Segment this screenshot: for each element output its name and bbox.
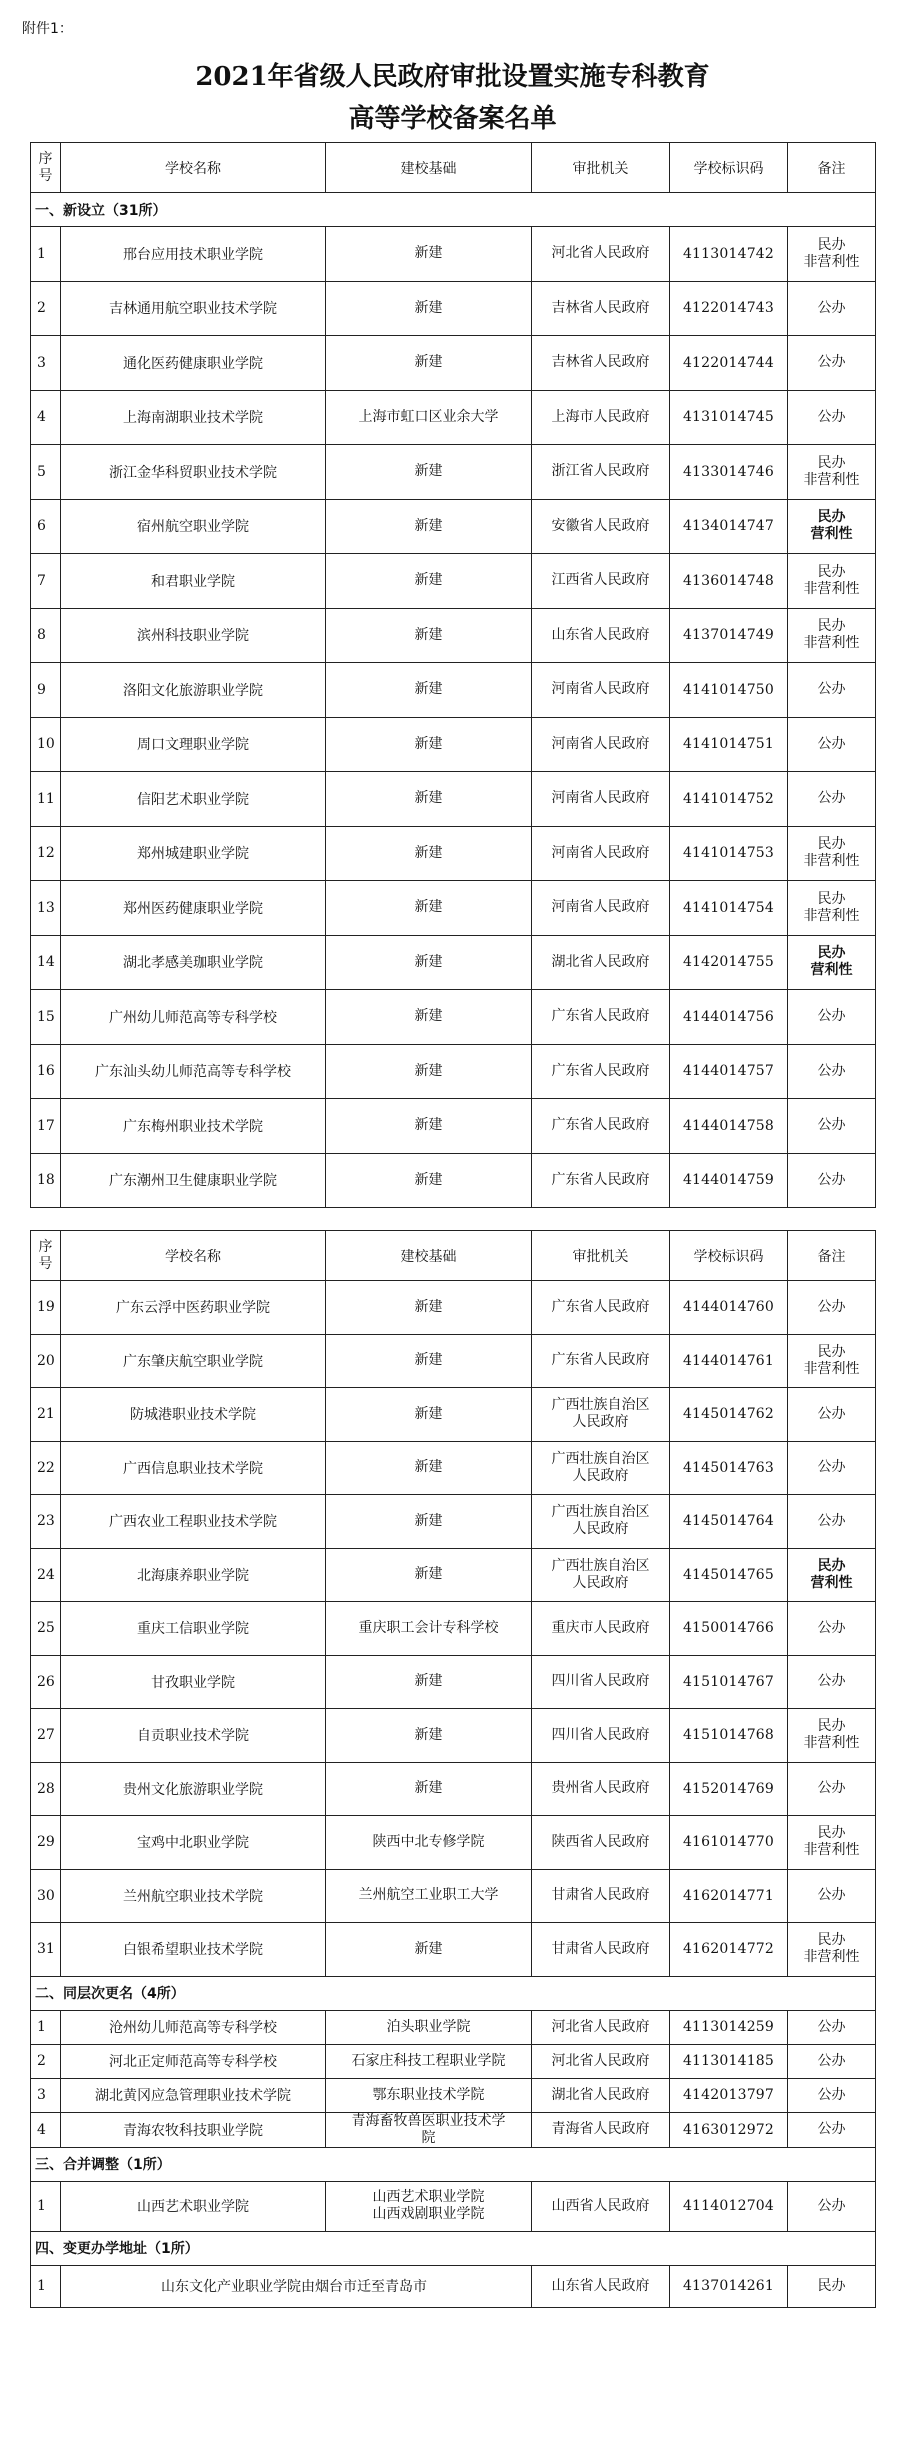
school-base: 上海市虹口区业余大学 [326,390,532,445]
school-base: 重庆职工会计专科学校 [326,1602,532,1656]
table-row [31,336,876,391]
approving-authority: 河北省人民政府 [532,227,670,282]
school-note: 公办 [788,2078,876,2112]
row-number: 28 [31,1762,61,1816]
approving-authority: 陕西省人民政府 [532,1816,670,1870]
row-number: 12 [31,826,61,881]
row-number: 2 [31,281,61,336]
school-base: 新建 [326,445,532,500]
row-number: 3 [31,336,61,391]
school-base: 新建 [326,1441,532,1495]
row-number: 9 [31,663,61,718]
approving-authority: 四川省人民政府 [532,1655,670,1709]
school-name: 重庆工信职业学院 [61,1602,326,1656]
school-name: 邢台应用技术职业学院 [61,227,326,282]
row-number: 1 [31,227,61,282]
table-row [31,2044,876,2078]
school-code: 4163012972 [670,2112,788,2147]
school-name: 自贡职业技术学院 [61,1709,326,1763]
school-code: 4137014749 [670,608,788,663]
table-row [31,2265,876,2307]
school-name: 广西信息职业技术学院 [61,1441,326,1495]
table-row [31,445,876,500]
row-number: 29 [31,1816,61,1870]
table-row [31,1099,876,1154]
school-name: 广东潮州卫生健康职业学院 [61,1153,326,1208]
school-name: 上海南湖职业技术学院 [61,390,326,445]
school-name: 广州幼儿师范高等专科学校 [61,990,326,1045]
table-header-row [31,1231,876,1281]
table-row [31,227,876,282]
table-row [31,554,876,609]
schools-table-part-1 [30,142,876,1208]
table-row [31,2078,876,2112]
row-number: 6 [31,499,61,554]
school-code: 4122014744 [670,336,788,391]
school-code: 4137014261 [670,2265,788,2307]
header-no: 序号 [31,1231,61,1281]
school-note: 公办 [788,1044,876,1099]
table-row [31,1441,876,1495]
school-base: 陕西中北专修学院 [326,1816,532,1870]
school-name: 广东汕头幼儿师范高等专科学校 [61,1044,326,1099]
school-note: 公办 [788,1655,876,1709]
approving-authority: 江西省人民政府 [532,554,670,609]
table-row [31,1495,876,1549]
row-number: 26 [31,1655,61,1709]
school-name: 甘孜职业学院 [61,1655,326,1709]
row-number: 3 [31,2078,61,2112]
row-number: 7 [31,554,61,609]
school-code: 4162014772 [670,1923,788,1977]
table-row [31,608,876,663]
table-row [31,1153,876,1208]
school-note: 公办 [788,2181,876,2231]
school-note: 民办 营利性 [788,1548,876,1602]
school-note: 公办 [788,336,876,391]
approving-authority: 河北省人民政府 [532,2010,670,2044]
school-base: 新建 [326,227,532,282]
table-row [31,2181,876,2231]
approving-authority: 甘肃省人民政府 [532,1923,670,1977]
school-code: 4131014745 [670,390,788,445]
approving-authority: 广西壮族自治区 人民政府 [532,1548,670,1602]
approving-authority: 河北省人民政府 [532,2044,670,2078]
approving-authority: 河南省人民政府 [532,772,670,827]
school-note: 公办 [788,1441,876,1495]
school-note: 民办 非营利性 [788,445,876,500]
table-row [31,1548,876,1602]
school-base: 新建 [326,1495,532,1549]
header-note: 备注 [788,143,876,193]
approving-authority: 贵州省人民政府 [532,1762,670,1816]
school-name: 山西艺术职业学院 [61,2181,326,2231]
school-base: 新建 [326,1923,532,1977]
approving-authority: 广东省人民政府 [532,1153,670,1208]
school-name: 宿州航空职业学院 [61,499,326,554]
school-base: 新建 [326,1334,532,1388]
school-code: 4113014259 [670,2010,788,2044]
row-number: 19 [31,1281,61,1335]
row-number: 14 [31,935,61,990]
school-code: 4142013797 [670,2078,788,2112]
row-number: 22 [31,1441,61,1495]
row-number: 18 [31,1153,61,1208]
school-code: 4161014770 [670,1816,788,1870]
row-number: 24 [31,1548,61,1602]
school-base: 新建 [326,281,532,336]
section-1-heading: 一、新设立（31所） [31,193,876,227]
school-note: 公办 [788,990,876,1045]
table-row [31,935,876,990]
school-note: 民办 非营利性 [788,554,876,609]
school-code: 4145014762 [670,1388,788,1442]
school-note: 公办 [788,390,876,445]
approving-authority: 河南省人民政府 [532,881,670,936]
school-name: 郑州医药健康职业学院 [61,881,326,936]
school-code: 4144014756 [670,990,788,1045]
approving-authority: 甘肃省人民政府 [532,1869,670,1923]
school-note: 民办 非营利性 [788,1923,876,1977]
school-note: 民办 非营利性 [788,1334,876,1388]
approving-authority: 广东省人民政府 [532,1044,670,1099]
approving-authority: 广西壮族自治区 人民政府 [532,1441,670,1495]
table-row [31,772,876,827]
approving-authority: 四川省人民政府 [532,1709,670,1763]
school-base: 新建 [326,554,532,609]
school-code: 4151014767 [670,1655,788,1709]
approving-authority: 山东省人民政府 [532,608,670,663]
school-name: 湖北黄冈应急管理职业技术学院 [61,2078,326,2112]
school-base: 新建 [326,336,532,391]
approving-authority: 广东省人民政府 [532,1281,670,1335]
table-row [31,1709,876,1763]
header-base: 建校基础 [326,143,532,193]
school-code: 4144014757 [670,1044,788,1099]
school-name: 青海农牧科技职业学院 [61,2112,326,2147]
school-note: 民办 [788,2265,876,2307]
table-row [31,1762,876,1816]
school-note: 民办 非营利性 [788,1816,876,1870]
header-code: 学校标识码 [670,143,788,193]
school-note: 公办 [788,1099,876,1154]
table-row [31,1923,876,1977]
school-note: 公办 [788,772,876,827]
school-code: 4122014743 [670,281,788,336]
table-row [31,717,876,772]
table-row [31,1869,876,1923]
school-note: 公办 [788,717,876,772]
school-base: 新建 [326,881,532,936]
approving-authority: 湖北省人民政府 [532,2078,670,2112]
school-code: 4144014759 [670,1153,788,1208]
attachment-label: 附件1： [22,21,73,37]
table-row [31,881,876,936]
school-note: 民办 非营利性 [788,608,876,663]
school-note: 公办 [788,1869,876,1923]
approving-authority: 河南省人民政府 [532,826,670,881]
school-name: 浙江金华科贸职业技术学院 [61,445,326,500]
row-number: 10 [31,717,61,772]
school-base: 新建 [326,1655,532,1709]
school-note: 民办 营利性 [788,935,876,990]
row-number: 17 [31,1099,61,1154]
approving-authority: 广东省人民政府 [532,1099,670,1154]
school-name: 周口文理职业学院 [61,717,326,772]
school-name: 湖北孝感美珈职业学院 [61,935,326,990]
school-name: 广东梅州职业技术学院 [61,1099,326,1154]
school-base: 新建 [326,1388,532,1442]
row-number: 23 [31,1495,61,1549]
row-number: 1 [31,2010,61,2044]
school-name: 防城港职业技术学院 [61,1388,326,1442]
school-note: 公办 [788,1281,876,1335]
row-number: 13 [31,881,61,936]
row-number: 11 [31,772,61,827]
approving-authority: 广西壮族自治区 人民政府 [532,1495,670,1549]
table-row [31,2010,876,2044]
school-base: 新建 [326,717,532,772]
school-code: 4145014763 [670,1441,788,1495]
school-note: 公办 [788,1388,876,1442]
document-title-line-1: 2021年省级人民政府审批设置实施专科教育 [195,62,710,92]
school-name: 滨州科技职业学院 [61,608,326,663]
school-code: 4144014760 [670,1281,788,1335]
school-name: 通化医药健康职业学院 [61,336,326,391]
school-name: 白银希望职业技术学院 [61,1923,326,1977]
row-number: 16 [31,1044,61,1099]
school-code: 4136014748 [670,554,788,609]
table-header-row [31,143,876,193]
school-name: 广东云浮中医药职业学院 [61,1281,326,1335]
section-heading-row [31,2231,876,2265]
table-row [31,826,876,881]
school-base: 新建 [326,1548,532,1602]
table-row [31,2112,876,2147]
table-row [31,390,876,445]
school-code: 4141014750 [670,663,788,718]
approving-authority: 上海市人民政府 [532,390,670,445]
approving-authority: 广东省人民政府 [532,990,670,1045]
row-number: 20 [31,1334,61,1388]
school-note: 公办 [788,1602,876,1656]
section-heading-row [31,193,876,227]
school-code: 4114012704 [670,2181,788,2231]
school-note: 公办 [788,1762,876,1816]
school-base: 新建 [326,1709,532,1763]
approving-authority: 安徽省人民政府 [532,499,670,554]
header-note: 备注 [788,1231,876,1281]
school-code: 4142014755 [670,935,788,990]
table-row [31,499,876,554]
header-base: 建校基础 [326,1231,532,1281]
school-base: 新建 [326,608,532,663]
school-note: 公办 [788,2010,876,2044]
school-name: 北海康养职业学院 [61,1548,326,1602]
row-number: 15 [31,990,61,1045]
school-note: 公办 [788,2112,876,2147]
school-note: 民办 营利性 [788,499,876,554]
school-name: 和君职业学院 [61,554,326,609]
approving-authority: 广东省人民政府 [532,1334,670,1388]
approving-authority: 吉林省人民政府 [532,281,670,336]
header-no: 序号 [31,143,61,193]
school-code: 4144014758 [670,1099,788,1154]
school-base: 新建 [326,1762,532,1816]
school-note: 公办 [788,281,876,336]
section-heading-row [31,2147,876,2181]
school-code: 4162014771 [670,1869,788,1923]
school-name: 郑州城建职业学院 [61,826,326,881]
header-code: 学校标识码 [670,1231,788,1281]
school-code: 4113014185 [670,2044,788,2078]
school-note: 民办 非营利性 [788,881,876,936]
table-row [31,1816,876,1870]
table-row [31,990,876,1045]
schools-table-part-2 [30,1230,876,2308]
school-note: 公办 [788,1153,876,1208]
school-name: 兰州航空职业技术学院 [61,1869,326,1923]
school-code: 4134014747 [670,499,788,554]
approving-authority: 广西壮族自治区 人民政府 [532,1388,670,1442]
school-code: 4145014764 [670,1495,788,1549]
school-base: 青海畜牧兽医职业技术学 院 [326,2112,532,2147]
school-name: 河北正定师范高等专科学校 [61,2044,326,2078]
school-note: 公办 [788,2044,876,2078]
table-row [31,1334,876,1388]
school-note: 公办 [788,663,876,718]
school-note: 民办 非营利性 [788,826,876,881]
header-approver: 审批机关 [532,143,670,193]
school-note: 民办 非营利性 [788,1709,876,1763]
school-base: 新建 [326,1281,532,1335]
school-name: 沧州幼儿师范高等专科学校 [61,2010,326,2044]
table-row [31,1044,876,1099]
school-name: 信阳艺术职业学院 [61,772,326,827]
row-number: 30 [31,1869,61,1923]
row-number: 2 [31,2044,61,2078]
table-row [31,1655,876,1709]
school-base: 兰州航空工业职工大学 [326,1869,532,1923]
row-number: 25 [31,1602,61,1656]
school-code: 4141014751 [670,717,788,772]
school-code: 4141014753 [670,826,788,881]
approving-authority: 河南省人民政府 [532,717,670,772]
row-number: 1 [31,2265,61,2307]
row-number: 1 [31,2181,61,2231]
school-code: 4144014761 [670,1334,788,1388]
school-code: 4151014768 [670,1709,788,1763]
approving-authority: 河南省人民政府 [532,663,670,718]
school-base: 新建 [326,826,532,881]
row-number: 5 [31,445,61,500]
school-base: 新建 [326,499,532,554]
row-number: 21 [31,1388,61,1442]
school-base: 新建 [326,663,532,718]
row-number: 8 [31,608,61,663]
school-base: 泊头职业学院 [326,2010,532,2044]
school-code: 4113014742 [670,227,788,282]
school-code: 4152014769 [670,1762,788,1816]
school-base: 鄂东职业技术学院 [326,2078,532,2112]
row-number: 4 [31,390,61,445]
header-school-name: 学校名称 [61,143,326,193]
school-note: 公办 [788,1495,876,1549]
school-code: 4141014752 [670,772,788,827]
approving-authority: 重庆市人民政府 [532,1602,670,1656]
school-code: 4133014746 [670,445,788,500]
section-4-heading: 四、变更办学地址（1所） [31,2231,876,2265]
table-row [31,1388,876,1442]
approving-authority: 湖北省人民政府 [532,935,670,990]
school-name: 宝鸡中北职业学院 [61,1816,326,1870]
school-code: 4150014766 [670,1602,788,1656]
school-base: 新建 [326,1099,532,1154]
approving-authority: 山西省人民政府 [532,2181,670,2231]
relocation-description: 山东文化产业职业学院由烟台市迁至青岛市 [61,2265,532,2307]
school-code: 4141014754 [670,881,788,936]
school-base: 新建 [326,1153,532,1208]
approving-authority: 吉林省人民政府 [532,336,670,391]
school-code: 4145014765 [670,1548,788,1602]
school-base: 新建 [326,990,532,1045]
section-3-heading: 三、合并调整（1所） [31,2147,876,2181]
header-approver: 审批机关 [532,1231,670,1281]
school-note: 民办 非营利性 [788,227,876,282]
document-title-line-2: 高等学校备案名单 [348,104,557,134]
table-row [31,663,876,718]
school-base: 山西艺术职业学院 山西戏剧职业学院 [326,2181,532,2231]
section-2-heading: 二、同层次更名（4所） [31,1976,876,2010]
school-name: 吉林通用航空职业技术学院 [61,281,326,336]
row-number: 4 [31,2112,61,2147]
school-name: 广西农业工程职业技术学院 [61,1495,326,1549]
school-base: 新建 [326,935,532,990]
school-base: 新建 [326,1044,532,1099]
row-number: 31 [31,1923,61,1977]
table-row [31,1602,876,1656]
table-row [31,281,876,336]
school-name: 贵州文化旅游职业学院 [61,1762,326,1816]
approving-authority: 青海省人民政府 [532,2112,670,2147]
school-name: 广东肇庆航空职业学院 [61,1334,326,1388]
table-row [31,1281,876,1335]
header-school-name: 学校名称 [61,1231,326,1281]
school-base: 新建 [326,772,532,827]
approving-authority: 浙江省人民政府 [532,445,670,500]
school-base: 石家庄科技工程职业学院 [326,2044,532,2078]
school-name: 洛阳文化旅游职业学院 [61,663,326,718]
row-number: 27 [31,1709,61,1763]
approving-authority: 山东省人民政府 [532,2265,670,2307]
section-heading-row [31,1976,876,2010]
